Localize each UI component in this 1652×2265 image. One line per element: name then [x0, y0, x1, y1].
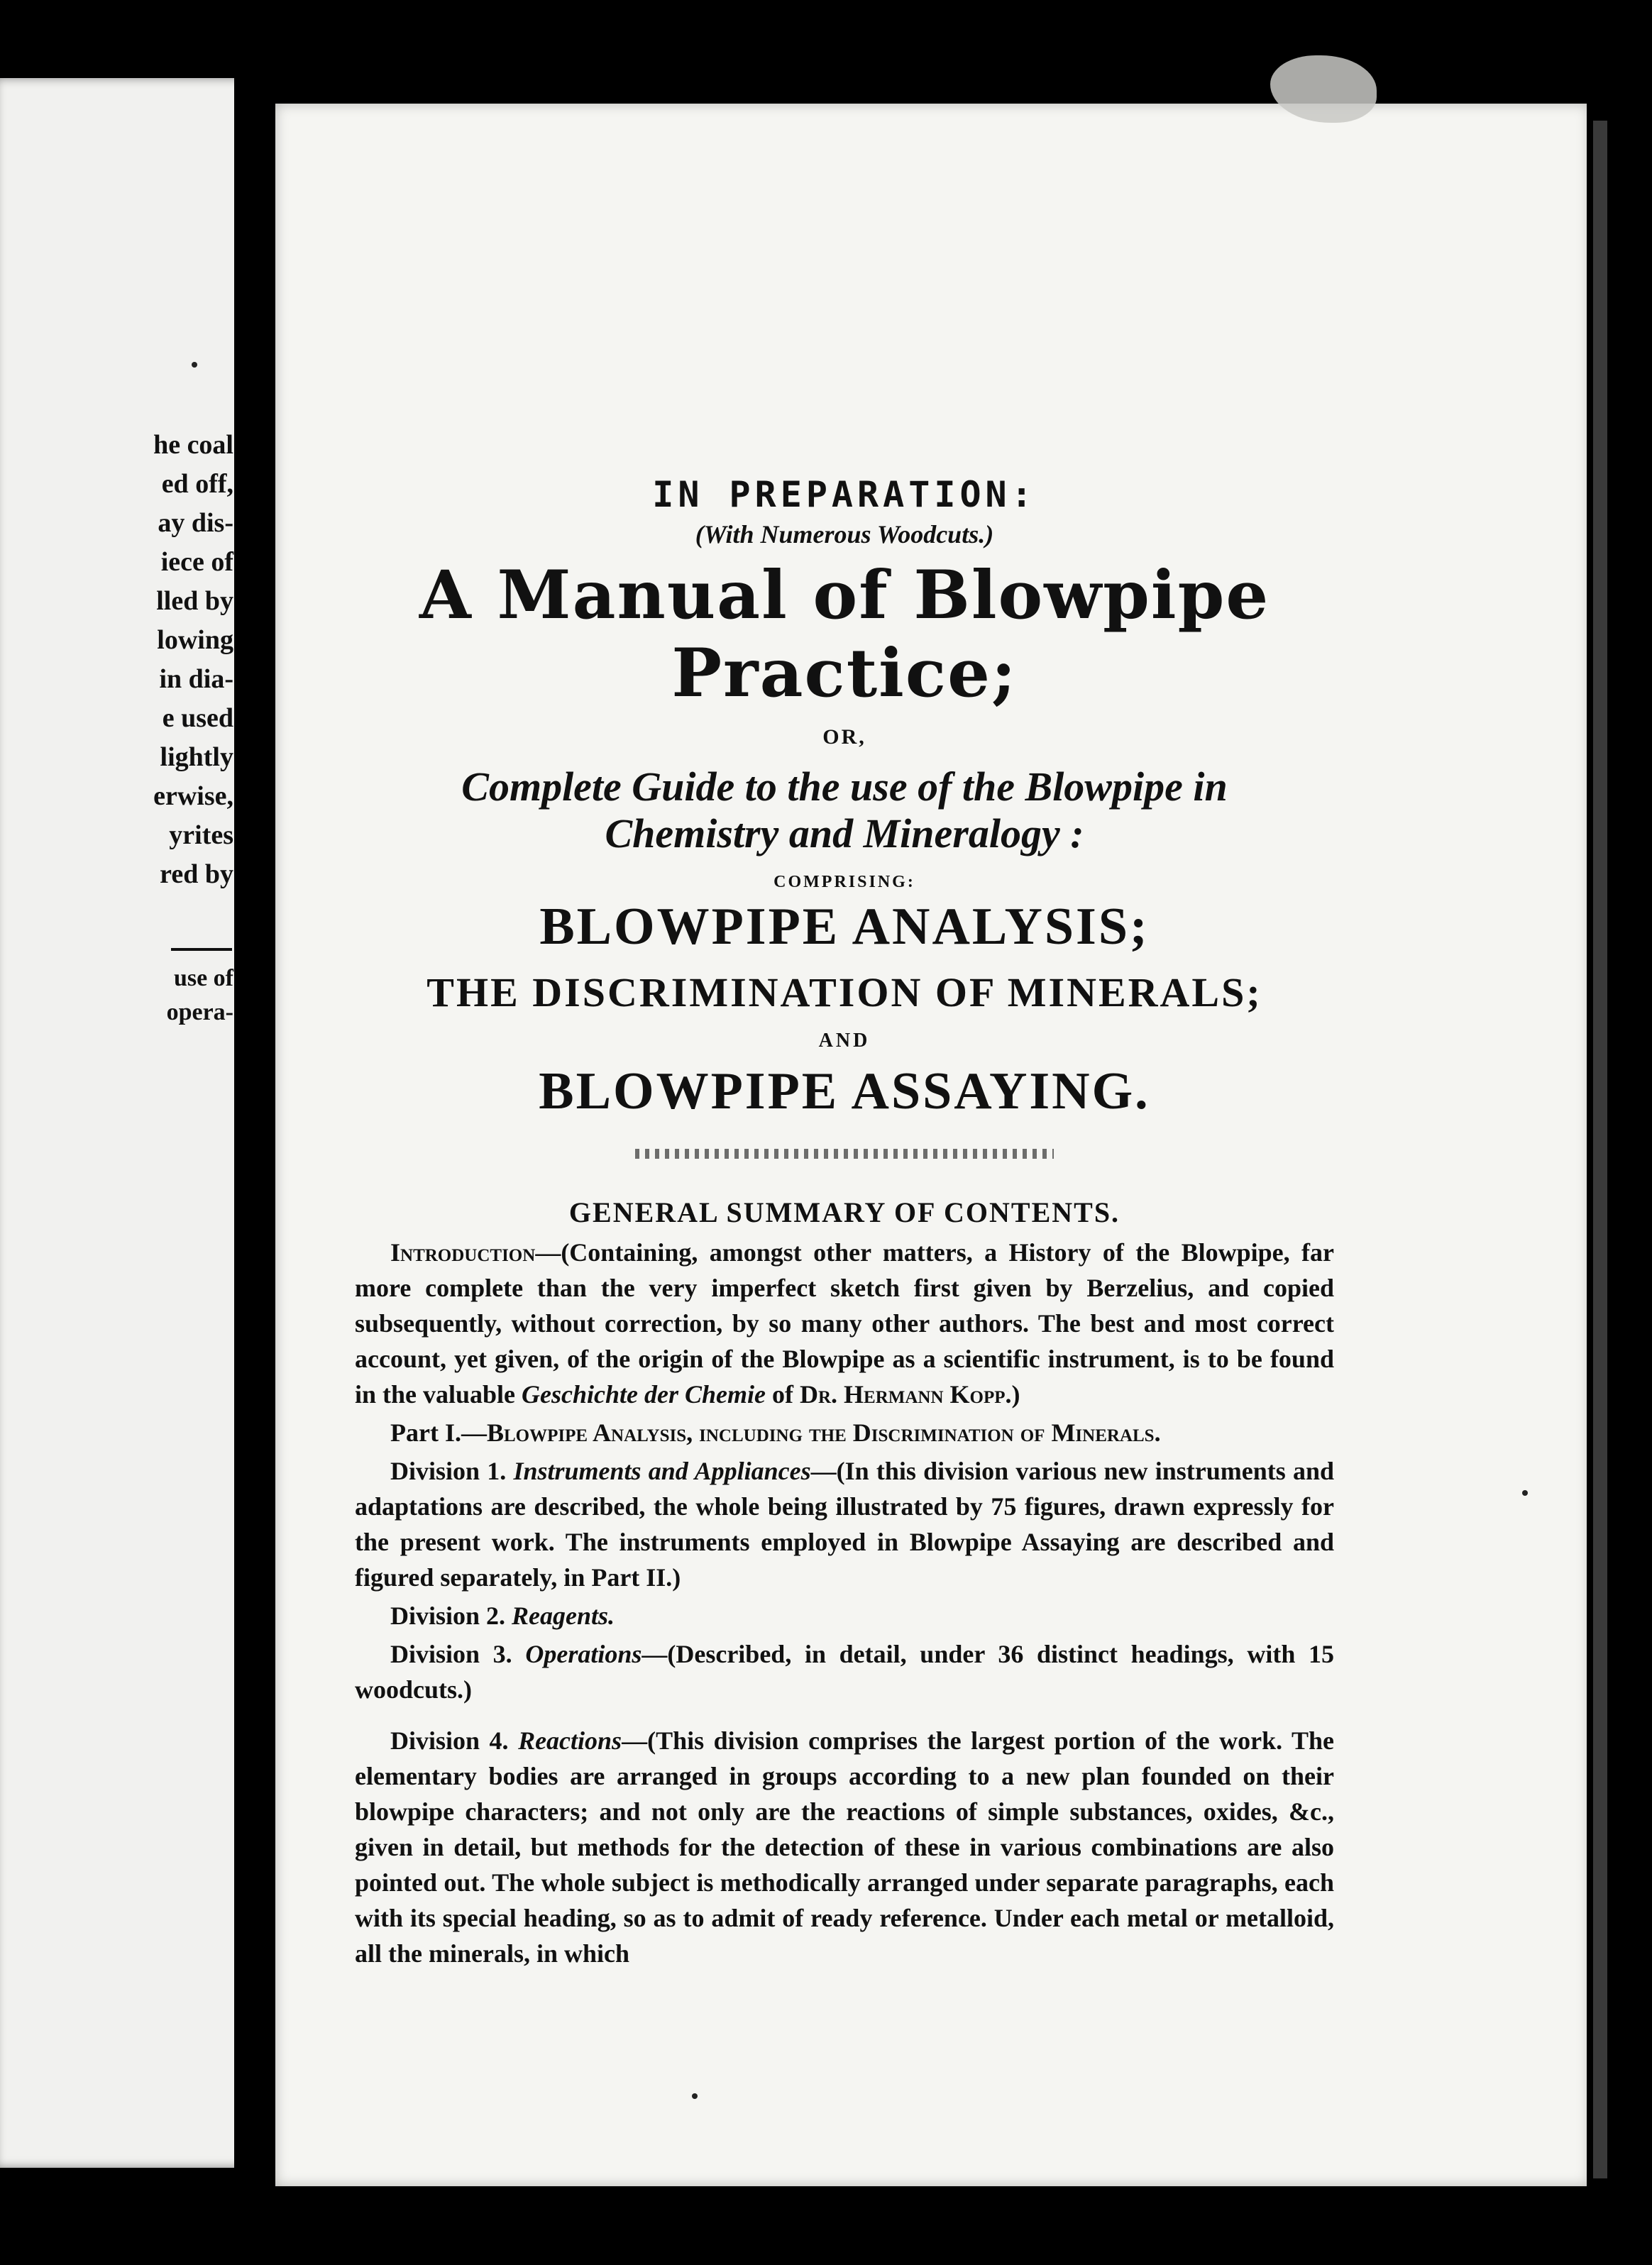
introduction-paragraph — [355, 1235, 1334, 1412]
division-1-label: Division 1. — [390, 1457, 514, 1485]
left-page-line: ay dis- — [158, 508, 233, 538]
left-page-line: erwise, — [153, 781, 233, 811]
heading-blowpipe-assaying: BLOWPIPE ASSAYING. — [539, 1062, 1150, 1120]
summary-body — [355, 1235, 1334, 1971]
division-4-label: Division 4. — [390, 1726, 519, 1755]
subtitle-line-1: Complete Guide to the use of the Blowpipe in — [461, 764, 1228, 810]
introduction-text: —(Containing, amongst other matters, a History of the Blowpipe, far more complete than the very imperfect sketch first given by Berzelius, and copied subsequently, without correction, by so many other authors. The best and most correct account, yet given, of the origin of the Blowpipe as a scientific instrument, is to be found in the valuable — [355, 1238, 1334, 1409]
summary-heading: GENERAL SUMMARY OF CONTENTS. — [568, 1196, 1120, 1228]
division-1-title: Instruments and Appliances — [513, 1457, 811, 1485]
part-one-title: —Blowpipe Analysis, including the Discrimination of Minerals. — [461, 1418, 1161, 1447]
introduction-label: Introduction — [390, 1238, 536, 1267]
left-page-line: lowing — [157, 625, 233, 655]
ink-speck — [192, 362, 197, 368]
left-page-line: yrites — [169, 820, 233, 850]
ink-speck — [1522, 1490, 1528, 1496]
left-page-line: lightly — [160, 742, 233, 772]
division-1-text: —(In this division various new instruments and adaptations are described, the whole being illustrated by 75 figures, drawn expressly for the present work. The instruments employed in Blowpipe Assaying are described and figured separately, in Part II.) — [355, 1457, 1334, 1592]
left-page-line: in dia- — [159, 664, 233, 694]
cited-author: Dr. Hermann Kopp — [800, 1380, 1006, 1409]
heading-blowpipe-analysis: BLOWPIPE ANALYSIS; — [539, 898, 1150, 956]
division-2-paragraph — [355, 1598, 1334, 1633]
ink-speck — [692, 2093, 698, 2099]
division-4-title: Reactions — [518, 1726, 622, 1755]
in-preparation-heading: IN PREPARATION: — [652, 474, 1037, 515]
book-subtitle — [355, 764, 1334, 857]
left-page-line: red by — [160, 859, 233, 889]
division-4-paragraph — [355, 1723, 1334, 1971]
left-facing-page — [0, 78, 252, 2168]
division-3-label: Division 3. — [390, 1640, 526, 1668]
division-3-text: —(Described, in detail, under 36 distinct headings, with 15 woodcuts.) — [355, 1640, 1334, 1704]
left-page-text-lower — [167, 961, 233, 1030]
introduction-text-end: .) — [1005, 1380, 1020, 1409]
division-1-paragraph — [355, 1453, 1334, 1595]
cited-work: Geschichte der Chemie — [522, 1380, 766, 1409]
division-3-paragraph — [355, 1636, 1334, 1707]
left-page-text — [153, 426, 233, 894]
part-one-label: Part I. — [390, 1418, 461, 1447]
left-page-line: he coal — [153, 430, 233, 460]
left-page-line: lled by — [156, 586, 233, 616]
comprising-label: COMPRISING: — [773, 873, 915, 891]
subtitle-line-2: Chemistry and Mineralogy : — [605, 810, 1084, 856]
next-page-edge — [1593, 121, 1607, 2178]
book-gutter — [234, 57, 271, 2200]
division-2-title: Reagents. — [512, 1602, 615, 1630]
left-page-lower-line: use of — [173, 965, 233, 991]
left-page-line: iece of — [160, 547, 233, 577]
left-page-line: e used — [162, 703, 233, 733]
decorative-rule — [635, 1149, 1054, 1159]
left-page-rule — [171, 948, 232, 951]
woodcuts-note: (With Numerous Woodcuts.) — [695, 520, 994, 549]
announcement-content — [355, 474, 1334, 1971]
or-separator: OR, — [822, 725, 866, 749]
division-3-title: Operations — [525, 1640, 642, 1668]
left-page-lower-line: opera- — [166, 999, 233, 1025]
introduction-text-connector: of — [766, 1380, 800, 1409]
book-title: A Manual of Blowpipe Practice; — [419, 556, 1270, 712]
division-2-label: Division 2. — [390, 1602, 512, 1630]
left-page-line: ed off, — [161, 469, 233, 499]
heading-discrimination-of-minerals: THE DISCRIMINATION OF MINERALS; — [426, 969, 1262, 1015]
division-4-text: —(This division comprises the largest portion of the work. The elementary bodies are arranged in groups according to a new plan founded on their blowpipe characters; and not only are the reactions of simple substances, oxides, &c., given in detail, but methods for the detection of these in various combinations are also pointed out. The whole subject is methodically arranged under separate paragraphs, each with its special heading, so as to admit of ready reference. Under each metal or metalloid, all the minerals, in which — [355, 1726, 1334, 1968]
part-one-heading — [355, 1415, 1334, 1450]
and-separator: AND — [818, 1030, 871, 1052]
